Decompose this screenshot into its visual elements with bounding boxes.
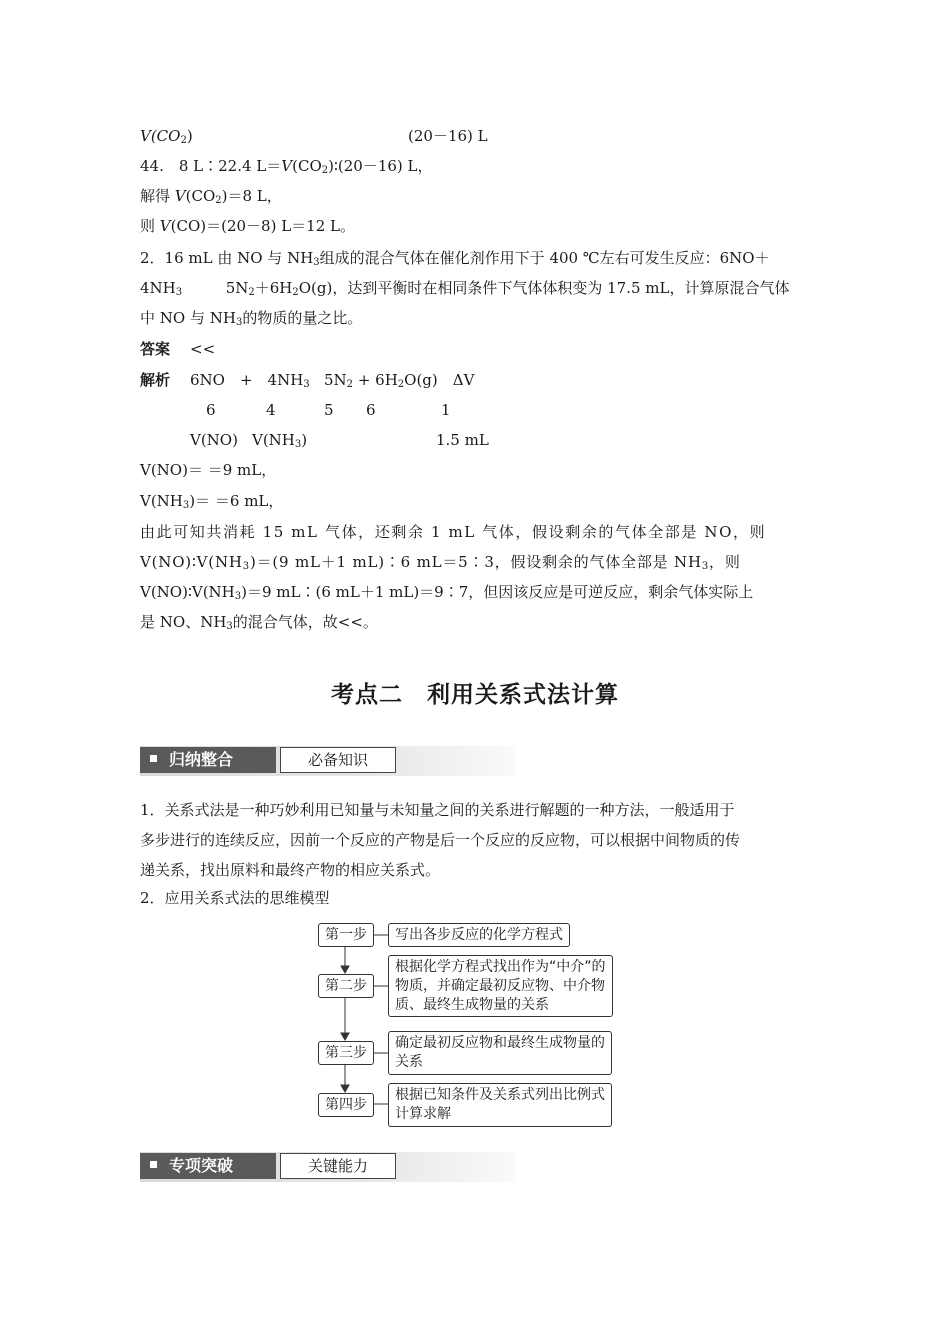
step-2-line-2: 物质，并确定最初反应物、中介物 bbox=[395, 978, 605, 994]
p2-l3a: 中 NO 与 NH bbox=[140, 309, 236, 327]
para1-line2: 多步进行的连续反应，因前一个反应的产物是后一个反应的反应物，可以根据中间物质的传 bbox=[140, 831, 741, 849]
t2a: V(NO)∶V(NH bbox=[140, 553, 243, 571]
t2b: )＝(9 mL＋1 mL)∶6 mL＝5∶3，假设剩余的气体全部是 NH bbox=[249, 553, 702, 571]
p2-l1a: 2．16 mL 由 NO 与 NH bbox=[140, 249, 314, 267]
eq-a: 6NO + 4NH bbox=[190, 371, 304, 389]
coef-2: 4 bbox=[266, 401, 276, 419]
step-1-line: 写出各步反应的化学方程式 bbox=[395, 927, 563, 943]
p2-l3b: 的物质的量之比。 bbox=[242, 309, 363, 327]
step-2: 第二步 bbox=[318, 974, 374, 998]
step-3-line-1: 确定最初反应物和最终生成物量的 bbox=[395, 1035, 605, 1051]
vno-label: V(NO) bbox=[190, 431, 238, 449]
p2-l2a: 4NH bbox=[140, 279, 176, 297]
analysis-text-1: 由此可知共消耗 15 mL 气体，还剩余 1 mL 气体，假设剩余的气体全部是 NO，则 bbox=[140, 523, 767, 541]
banner-light-2: 关键能力 bbox=[280, 1153, 396, 1179]
answer-value: << bbox=[190, 340, 216, 358]
p2-l2d: O(g)，达到平衡时在相同条件下气体体积变为 17.5 mL，计算原混合气体 bbox=[298, 279, 790, 297]
p2-l2b: 5N bbox=[225, 279, 249, 297]
vno-eq: V(NO)＝ ＝9 mL， bbox=[140, 461, 277, 479]
problem2-line2: $4NH_3$ $5N_2+6H_2O(g)$，达到平衡时在相同条件下气体体积变为 17.5 mL，计算原混合气体 bbox=[140, 279, 790, 298]
step-3: 第三步 bbox=[318, 1041, 374, 1065]
p2-l2c: ＋6H bbox=[254, 279, 293, 297]
step-4: 第四步 bbox=[318, 1093, 374, 1117]
step-1-desc bbox=[388, 923, 570, 947]
banner-breakthrough bbox=[140, 1152, 516, 1182]
section-title: 考点二 利用关系式法计算 bbox=[331, 682, 619, 708]
solve-b: ＝8 L， bbox=[227, 187, 282, 205]
coef-3: 5 bbox=[324, 401, 334, 419]
problem2-line3: 中 NO 与 $NH_3$的物质的量之比。 bbox=[140, 309, 363, 328]
t4b: 的混合气体，故<<。 bbox=[232, 613, 378, 631]
step-2-line-1: 根据化学方程式找出作为“中介”的 bbox=[395, 959, 606, 975]
para1-line3: 递关系，找出原料和最终产物的相应关系式。 bbox=[140, 861, 441, 879]
p2-l1b: 组成的混合气体在催化剂作用下于 400 ℃左右可发生反应：6NO＋ bbox=[319, 249, 770, 267]
then-a: 则 bbox=[140, 217, 160, 235]
answer-label: 答案 bbox=[140, 340, 171, 358]
coef-5: 1 bbox=[441, 401, 451, 419]
eq-c: + 6H bbox=[353, 371, 398, 389]
t4a: 是 NO、NH bbox=[140, 613, 227, 631]
step-2-line-3: 质、最终生成物量的关系 bbox=[395, 997, 549, 1013]
analysis-text-2: $V(NO)∶V(NH_3)=(9$ mL＋1 mL)∶6 mL＝5∶3，假设剩余的气体全部是 $NH_3$，则 bbox=[140, 553, 741, 572]
solve-a: 解得 bbox=[140, 187, 175, 205]
coef-1: 6 bbox=[206, 401, 216, 419]
analysis-label: 解析 bbox=[140, 371, 171, 389]
eq-d: O(g) ΔV bbox=[404, 371, 475, 389]
vco2-label-end: ) bbox=[186, 127, 193, 145]
t3b: )＝9 mL∶(6 mL＋1 mL)＝9∶7，但因该反应是可逆反应，剩余气体实际上 bbox=[241, 583, 754, 601]
step-3-desc bbox=[388, 1031, 612, 1075]
coef-4: 6 bbox=[366, 401, 376, 419]
step-4-line-1: 根据已知条件及关系式列出比例式 bbox=[395, 1087, 605, 1103]
analysis-text-3: $V(NO)∶V(NH_3)=9$ mL∶(6 mL＋1 mL)＝9∶7，但因该反应是可逆反应，剩余气体实际上 bbox=[140, 583, 754, 602]
solve-line: 解得 $V(CO_2)=8$ L， bbox=[140, 187, 282, 206]
ratio-a: 44. 8 L∶22.4 L＝ bbox=[140, 157, 282, 175]
t2c: ，则 bbox=[709, 553, 741, 571]
vnh3-eq-b: )＝ ＝6 mL， bbox=[189, 492, 284, 510]
vnh3-text: V(NH bbox=[252, 431, 295, 449]
para1-line1: 1．关系式法是一种巧妙利用已知量与未知量之间的关系进行解题的一种方法，一般适用于 bbox=[140, 801, 735, 819]
problem2-line1: 2．16 mL 由 NO 与 $NH_3$组成的混合气体在催化剂作用下于 400 ℃左右可发生反应：6NO＋ bbox=[140, 249, 770, 268]
banner-light: 必备知识 bbox=[280, 747, 396, 773]
vnh3-eq-a: V(NH bbox=[140, 492, 183, 510]
step-4-desc bbox=[388, 1083, 612, 1127]
banner-dark-2 bbox=[140, 1153, 276, 1179]
t3a: V(NO)∶V(NH bbox=[140, 583, 235, 601]
step-4-line-2: 计算求解 bbox=[395, 1106, 451, 1122]
vco2-diff: (20－16) L bbox=[408, 127, 488, 145]
ratio-line: 44. 8 L∶22.4 $L=V(CO_2)∶(20-16)$ L， bbox=[140, 157, 433, 176]
step-2-desc bbox=[388, 955, 613, 1017]
equation-left: 6NO + $4NH_3$ bbox=[190, 371, 310, 390]
vnh3-label: $V(NH_3)$ bbox=[252, 431, 308, 450]
banner-dark-2-text: 专项突破 bbox=[169, 1156, 234, 1175]
vco2-row: $V(CO_2)$ bbox=[140, 127, 193, 146]
vco2-label: V(CO bbox=[140, 127, 181, 145]
para2: 2．应用关系式法的思维模型 bbox=[140, 889, 330, 907]
ratio-b: ∶(20－16) L， bbox=[333, 157, 433, 175]
then-b: ＝(20－8) L＝12 L。 bbox=[206, 217, 355, 235]
step-1: 第一步 bbox=[318, 923, 374, 947]
then-line: 则 V(CO)＝(20－8) L＝12 L。 bbox=[140, 217, 355, 235]
vnh3-eq: $V(NH_3)= =6$ mL， bbox=[140, 492, 284, 511]
eq-b: 5N bbox=[324, 371, 347, 389]
dv-value: 1.5 mL bbox=[436, 431, 489, 449]
step-3-line-2: 关系 bbox=[395, 1054, 423, 1070]
banner-dark-text: 归纳整合 bbox=[169, 750, 234, 769]
analysis-text-4: 是 NO、$NH_3$的混合气体，故<<。 bbox=[140, 613, 378, 632]
equation-right: $5N_2 + 6H_2O(g)$ ΔV bbox=[324, 371, 475, 390]
